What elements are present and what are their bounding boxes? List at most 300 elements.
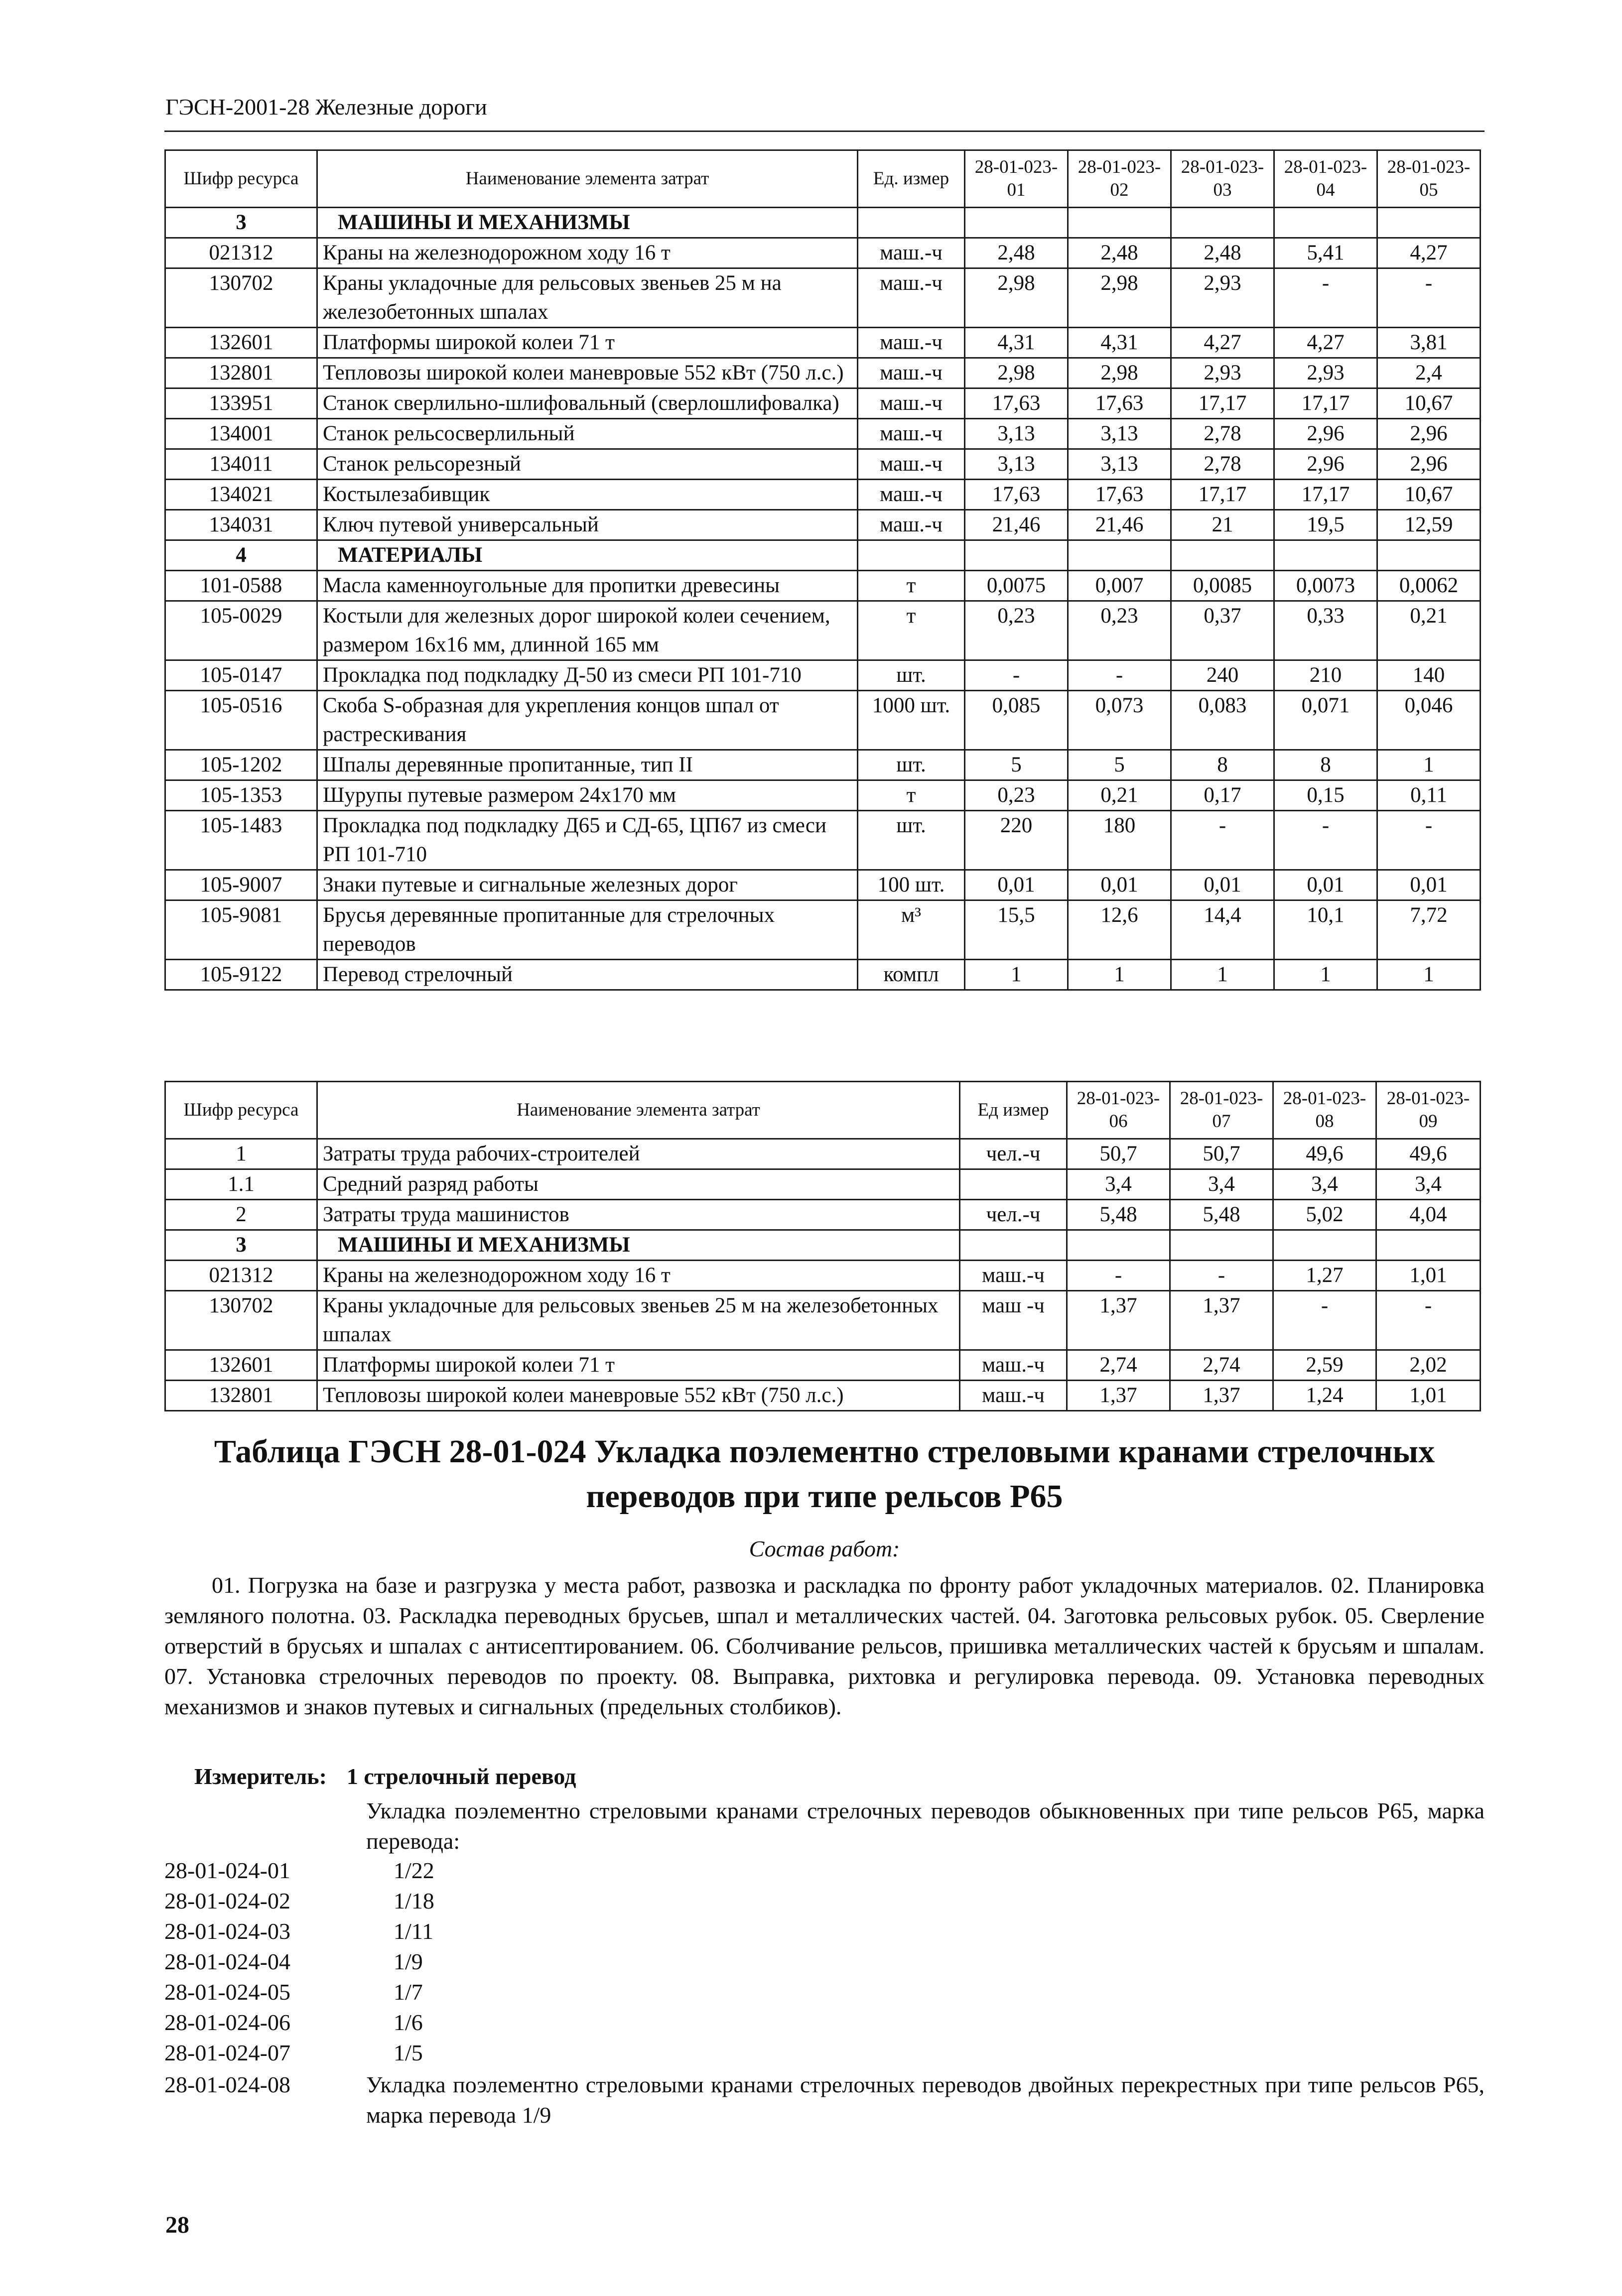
norm-value: 3,13 [965,449,1068,480]
section-row [165,1230,1481,1261]
resource-unit: чел.-ч [960,1200,1067,1230]
resource-name: Прокладка под подкладку Д65 и СД-65, ЦП67 из смеси РП 101-710 [317,811,858,870]
norm-value: 3,13 [1068,419,1171,449]
table-header-row [165,150,1481,208]
header-col: 28-01-023-02 [1068,150,1171,208]
table-row [165,811,1481,870]
norm-value: 2,78 [1171,419,1274,449]
norm-value: 0,15 [1274,780,1377,811]
table-row [165,1291,1481,1350]
norm-value [1171,208,1274,238]
table-row [165,480,1481,510]
norm-value: 1 [1377,750,1481,780]
resource-code: 105-9007 [165,870,317,900]
norm-value: 0,0062 [1377,571,1481,601]
resource-code: 134031 [165,510,317,540]
norm-value: - [1170,1261,1273,1291]
resource-name: Краны на железнодорожном ходу 16 т [317,1261,960,1291]
norm-value: 17,63 [965,480,1068,510]
section-title: Таблица ГЭСН 28-01-024 Укладка поэлементно стреловыми кранами стрелочных переводов при типе рельсов Р65 [214,1433,1435,1515]
norm-value: 2,98 [965,358,1068,388]
resource-name: Прокладка под подкладку Д-50 из смеси РП 101-710 [317,660,858,691]
resource-code: 021312 [165,1261,317,1291]
page-number: 28 [165,2212,189,2238]
norm-value: - [1377,268,1481,328]
variant-mark: 1/9 [394,1949,423,1974]
variant-item [164,2069,290,2100]
table-body [165,1139,1481,1411]
norm-value: 0,23 [965,601,1068,660]
resource-unit: маш.-ч [858,510,965,540]
table-row [165,1200,1481,1230]
variant-mark: 1/7 [394,1979,423,2005]
norm-value: 4,31 [965,328,1068,358]
norm-value: - [1171,811,1274,870]
norm-value: 1,27 [1273,1261,1376,1291]
norm-value: 0,085 [965,691,1068,750]
resource-unit: 100 шт. [858,870,965,900]
resource-code: 3 [165,208,317,238]
variant-mark: 1/5 [394,2040,423,2065]
norm-value: 4,27 [1377,238,1481,268]
norm-value [965,208,1068,238]
resource-code: 130702 [165,1291,317,1350]
resource-name: Масла каменноугольные для пропитки древесины [317,571,858,601]
norm-value: 12,59 [1377,510,1481,540]
variant-mark: 1/18 [394,1888,434,1913]
norm-value: 0,01 [1171,870,1274,900]
norm-value: 1 [1377,960,1481,990]
norm-value [1068,208,1171,238]
measure-value: 1 стрелочный перевод [346,1764,576,1789]
norm-value: 2,96 [1274,419,1377,449]
resource-code: 021312 [165,238,317,268]
resource-unit: шт. [858,811,965,870]
norm-value [1377,540,1481,571]
resource-code: 134011 [165,449,317,480]
header-col: 28-01-023-07 [1170,1082,1273,1139]
norm-value: 1,37 [1067,1291,1170,1350]
norm-value: 2,96 [1377,419,1481,449]
norm-value: 1,01 [1376,1261,1481,1291]
norm-value: - [1376,1291,1481,1350]
norm-value: 0,11 [1377,780,1481,811]
norm-value: 3,4 [1376,1169,1481,1200]
resource-name: Средний разряд работы [317,1169,960,1200]
variant-code: 28-01-024-05 [164,1979,290,2005]
work-composition-label: Состав работ: [749,1536,900,1561]
variant-mark: 1/11 [394,1918,434,1944]
norm-value: 1,37 [1067,1381,1170,1411]
table-row [165,238,1481,268]
norm-value: 15,5 [965,900,1068,960]
resource-name: Тепловозы широкой колеи маневровые 552 кВт (750 л.с.) [317,358,858,388]
norm-value: 4,31 [1068,328,1171,358]
resource-name: Станок рельсорезный [317,449,858,480]
header-col: 28-01-023-01 [965,150,1068,208]
resource-unit: компл [858,960,965,990]
resource-code: 132801 [165,1381,317,1411]
norm-value: - [1377,811,1481,870]
resource-unit: 1000 шт. [858,691,965,750]
norm-value [1376,1230,1481,1261]
table-row [165,780,1481,811]
table-row [165,960,1481,990]
measure-label: Измеритель: [194,1764,327,1789]
resource-unit: маш.-ч [858,480,965,510]
resource-code: 132801 [165,358,317,388]
norm-value: 0,073 [1068,691,1171,750]
norm-value: 2,93 [1274,358,1377,388]
resource-name: Тепловозы широкой колеи маневровые 552 кВт (750 л.с.) [317,1381,960,1411]
resource-unit: маш.-ч [858,268,965,328]
resource-code: 1 [165,1139,317,1169]
resource-unit [858,540,965,571]
header-unit: Ед измер [960,1082,1067,1139]
resource-unit: маш.-ч [858,388,965,419]
header-col: 28-01-023-04 [1274,150,1377,208]
norm-value: 14,4 [1171,900,1274,960]
resource-name: Знаки путевые и сигнальные железных дорог [317,870,858,900]
norm-value: 2,48 [965,238,1068,268]
resource-code: 105-0029 [165,601,317,660]
resource-code: 105-1483 [165,811,317,870]
norm-value: 3,4 [1273,1169,1376,1200]
resource-unit: м³ [858,900,965,960]
norm-value: 19,5 [1274,510,1377,540]
norm-value: 1,37 [1170,1291,1273,1350]
norm-value: 2,93 [1171,358,1274,388]
norm-value: 0,17 [1171,780,1274,811]
norm-value: 0,33 [1274,601,1377,660]
resource-code: 132601 [165,1350,317,1381]
resource-code: 132601 [165,328,317,358]
norm-value: 220 [965,811,1068,870]
measure-line [194,1763,576,1789]
norm-value: 2,48 [1068,238,1171,268]
norm-value: 49,6 [1376,1139,1481,1169]
variant-item [164,1977,423,2007]
norm-value: 0,01 [965,870,1068,900]
variant-code: 28-01-024-06 [164,2010,290,2035]
norm-value: 17,17 [1274,480,1377,510]
table-row [165,1169,1481,1200]
resource-unit: маш.-ч [960,1350,1067,1381]
variant-item [164,2038,423,2068]
header-col: 28-01-023-09 [1376,1082,1481,1139]
header-unit: Ед. измер [858,150,965,208]
norm-value: 3,4 [1067,1169,1170,1200]
norm-value: 1,37 [1170,1381,1273,1411]
resource-name: Скоба S-образная для укрепления концов шпал от растрескивания [317,691,858,750]
norm-value: 5,48 [1170,1200,1273,1230]
norm-value: 2,78 [1171,449,1274,480]
resource-code: 105-1202 [165,750,317,780]
norm-value: 2,02 [1376,1350,1481,1381]
norm-value: 17,63 [965,388,1068,419]
resource-unit: маш.-ч [858,328,965,358]
resource-code: 3 [165,1230,317,1261]
resource-code: 1.1 [165,1169,317,1200]
norm-value: 2,98 [1068,268,1171,328]
table-row [165,328,1481,358]
resource-code: 105-0516 [165,691,317,750]
section-row [165,540,1481,571]
resource-unit: т [858,780,965,811]
norm-value [1377,208,1481,238]
norm-value: 17,63 [1068,480,1171,510]
table-row [165,870,1481,900]
header-col: 28-01-023-03 [1171,150,1274,208]
norm-value: 0,046 [1377,691,1481,750]
resource-name: Затраты труда машинистов [317,1200,960,1230]
resource-name: Брусья деревянные пропитанные для стрелочных переводов [317,900,858,960]
resource-name: Шурупы путевые размером 24х170 мм [317,780,858,811]
resource-code: 134001 [165,419,317,449]
norm-value: 1,01 [1376,1381,1481,1411]
resource-unit: маш -ч [960,1291,1067,1350]
norm-value: 0,21 [1377,601,1481,660]
resource-unit: маш.-ч [858,358,965,388]
resource-name: МАШИНЫ И МЕХАНИЗМЫ [317,208,858,238]
variant-code: 28-01-024-07 [164,2040,290,2065]
norm-value: - [965,660,1068,691]
norm-value: 49,6 [1273,1139,1376,1169]
norm-value: 4,27 [1274,328,1377,358]
table-row [165,510,1481,540]
norm-value: 5 [1068,750,1171,780]
resource-name: Ключ путевой универсальный [317,510,858,540]
norm-value: - [1274,268,1377,328]
norm-value: 5,41 [1274,238,1377,268]
table-row [165,1139,1481,1169]
norm-value: 0,083 [1171,691,1274,750]
norm-value [965,540,1068,571]
resource-unit: т [858,601,965,660]
resource-name: Платформы широкой колеи 71 т [317,1350,960,1381]
norm-value: 2,74 [1170,1350,1273,1381]
variant-item [164,1855,434,1886]
variant-code: 28-01-024-04 [164,1949,290,1974]
resource-name: Костыли для железных дорог широкой колеи сечением, размером 16х16 мм, длинной 165 мм [317,601,858,660]
norm-value: 0,37 [1171,601,1274,660]
variant-code: 28-01-024-01 [164,1858,290,1883]
resource-name: МАТЕРИАЛЫ [317,540,858,571]
norm-value: 3,13 [1068,449,1171,480]
section-row [165,208,1481,238]
resource-name: Краны укладочные для рельсовых звеньев 25 м на железобетонных шпалах [317,268,858,328]
norm-value: 0,21 [1068,780,1171,811]
resource-code: 134021 [165,480,317,510]
norm-value [1273,1230,1376,1261]
norm-value: 0,23 [965,780,1068,811]
running-header: ГЭСН-2001-28 Железные дороги [165,94,487,120]
resource-code: 105-1353 [165,780,317,811]
variant-item [164,1886,434,1916]
norm-value: 10,67 [1377,388,1481,419]
resource-code: 105-0147 [165,660,317,691]
norm-value: 3,13 [965,419,1068,449]
norm-value: 180 [1068,811,1171,870]
norm-value: 2,48 [1171,238,1274,268]
variant-code: 28-01-024-08 [164,2072,290,2097]
norm-value: 17,17 [1171,480,1274,510]
variant-mark: 1/22 [394,1858,434,1883]
resource-code: 2 [165,1200,317,1230]
norm-value: 2,96 [1377,449,1481,480]
norm-value: - [1273,1291,1376,1350]
header-divider [164,130,1485,132]
norm-value: 5 [965,750,1068,780]
norm-value: 0,01 [1274,870,1377,900]
norm-value: - [1067,1261,1170,1291]
group-description: Укладка поэлементно стреловыми кранами стрелочных переводов обыкновенных при типе рельсов Р65, марка перевода: [366,1798,1485,1854]
norm-value: 17,17 [1171,388,1274,419]
header-col: 28-01-023-05 [1377,150,1481,208]
norm-value: 5,48 [1067,1200,1170,1230]
variant-description: Укладка поэлементно стреловыми кранами стрелочных переводов двойных перекрестных при типе рельсов Р65, марка перевода 1/9 [366,2072,1485,2128]
norm-value: 10,67 [1377,480,1481,510]
table-row [165,900,1481,960]
resource-unit: шт. [858,750,965,780]
resource-unit [960,1169,1067,1200]
table-row [165,358,1481,388]
header-name: Наименование элемента затрат [317,150,858,208]
header-code: Шифр ресурса [165,1082,317,1139]
work-composition-text: 01. Погрузка на базе и разгрузка у места работ, развозка и раскладка по фронту работ укладочных материалов. 02. Планировка земляного полотна. 03. Раскладка переводных брусьев, шпал и металлических частей. 04. Заготовка рельсовых рубок. 05. Сверление отверстий в брусьях и шпалах с антисептированием. 06. Сболчивание рельсов, пришивка металлических частей к брусьям и шпалам. 07. Установка стрелочных переводов по проекту. 08. Выправка, рихтовка и регулировка перевода. 09. Установка переводных механизмов и знаков путевых и сигнальных (предельных столбиков). [164,1572,1485,1719]
variant-code: 28-01-024-02 [164,1888,290,1913]
resource-code: 101-0588 [165,571,317,601]
norm-value: 12,6 [1068,900,1171,960]
norm-value: 17,17 [1274,388,1377,419]
norm-value: 140 [1377,660,1481,691]
norm-value: 5,02 [1273,1200,1376,1230]
norm-value [1274,208,1377,238]
norm-value: - [1068,660,1171,691]
norm-value: 2,4 [1377,358,1481,388]
resource-code: 130702 [165,268,317,328]
norm-value: 21,46 [965,510,1068,540]
resource-unit [960,1230,1067,1261]
variant-mark: 1/6 [394,2010,423,2035]
table-row [165,419,1481,449]
norm-value: 8 [1274,750,1377,780]
norm-value: 2,93 [1171,268,1274,328]
resource-code: 4 [165,540,317,571]
norm-value: 1,24 [1273,1381,1376,1411]
norm-value: 21,46 [1068,510,1171,540]
norm-value: - [1274,811,1377,870]
norm-value: 1 [965,960,1068,990]
norm-value: 2,59 [1273,1350,1376,1381]
norm-value: 210 [1274,660,1377,691]
resource-unit: чел.-ч [960,1139,1067,1169]
norm-value: 1 [1068,960,1171,990]
norm-value: 2,96 [1274,449,1377,480]
resource-name: Краны на железнодорожном ходу 16 т [317,238,858,268]
resource-name: Перевод стрелочный [317,960,858,990]
resource-code: 105-9081 [165,900,317,960]
norm-value: 0,23 [1068,601,1171,660]
norm-value: 17,63 [1068,388,1171,419]
table-row [165,660,1481,691]
norm-value: 10,1 [1274,900,1377,960]
resource-unit: маш.-ч [960,1381,1067,1411]
norm-value [1171,540,1274,571]
resource-unit [858,208,965,238]
resource-unit: маш.-ч [858,419,965,449]
resource-unit: т [858,571,965,601]
table-row [165,449,1481,480]
norm-value [1067,1230,1170,1261]
resources-table-1 [164,149,1481,991]
norm-value: 4,27 [1171,328,1274,358]
table-row [165,571,1481,601]
header-code: Шифр ресурса [165,150,317,208]
norm-value [1170,1230,1273,1261]
norm-value: 2,74 [1067,1350,1170,1381]
variant-code: 28-01-024-03 [164,1918,290,1944]
norm-value: 0,0085 [1171,571,1274,601]
norm-value: 0,01 [1377,870,1481,900]
norm-value: 50,7 [1067,1139,1170,1169]
resource-unit: шт. [858,660,965,691]
norm-value: 7,72 [1377,900,1481,960]
table-row [165,388,1481,419]
resource-code: 105-9122 [165,960,317,990]
header-col: 28-01-023-06 [1067,1082,1170,1139]
norm-value: 2,98 [965,268,1068,328]
table-body [165,208,1481,990]
norm-value: 21 [1171,510,1274,540]
table-row [165,1261,1481,1291]
resource-code: 133951 [165,388,317,419]
norm-value: 3,4 [1170,1169,1273,1200]
norm-value: 2,98 [1068,358,1171,388]
resource-name: Станок рельсосверлильный [317,419,858,449]
norm-value: 240 [1171,660,1274,691]
variant-item [164,1916,434,1946]
resource-name: Затраты труда рабочих-строителей [317,1139,960,1169]
norm-value: 8 [1171,750,1274,780]
norm-value: 3,81 [1377,328,1481,358]
resource-unit: маш.-ч [960,1261,1067,1291]
resource-unit: маш.-ч [858,449,965,480]
table-row [165,1381,1481,1411]
resource-name: Костылезабивщик [317,480,858,510]
header-col: 28-01-023-08 [1273,1082,1376,1139]
resource-name: Станок сверлильно-шлифовальный (сверлошлифовалка) [317,388,858,419]
norm-value: 0,071 [1274,691,1377,750]
variant-item [164,2007,423,2038]
table-row [165,601,1481,660]
norm-value: 1 [1171,960,1274,990]
norm-value: 1 [1274,960,1377,990]
table-row [165,691,1481,750]
header-name: Наименование элемента затрат [317,1082,960,1139]
resources-table-2 [164,1081,1481,1411]
norm-value: 50,7 [1170,1139,1273,1169]
resource-unit: маш.-ч [858,238,965,268]
norm-value: 0,0075 [965,571,1068,601]
resource-name: МАШИНЫ И МЕХАНИЗМЫ [317,1230,960,1261]
table-row [165,268,1481,328]
resource-name: Краны укладочные для рельсовых звеньев 25 м на железобетонных шпалах [317,1291,960,1350]
resource-name: Платформы широкой колеи 71 т [317,328,858,358]
norm-value [1068,540,1171,571]
norm-value [1274,540,1377,571]
norm-value: 0,01 [1068,870,1171,900]
